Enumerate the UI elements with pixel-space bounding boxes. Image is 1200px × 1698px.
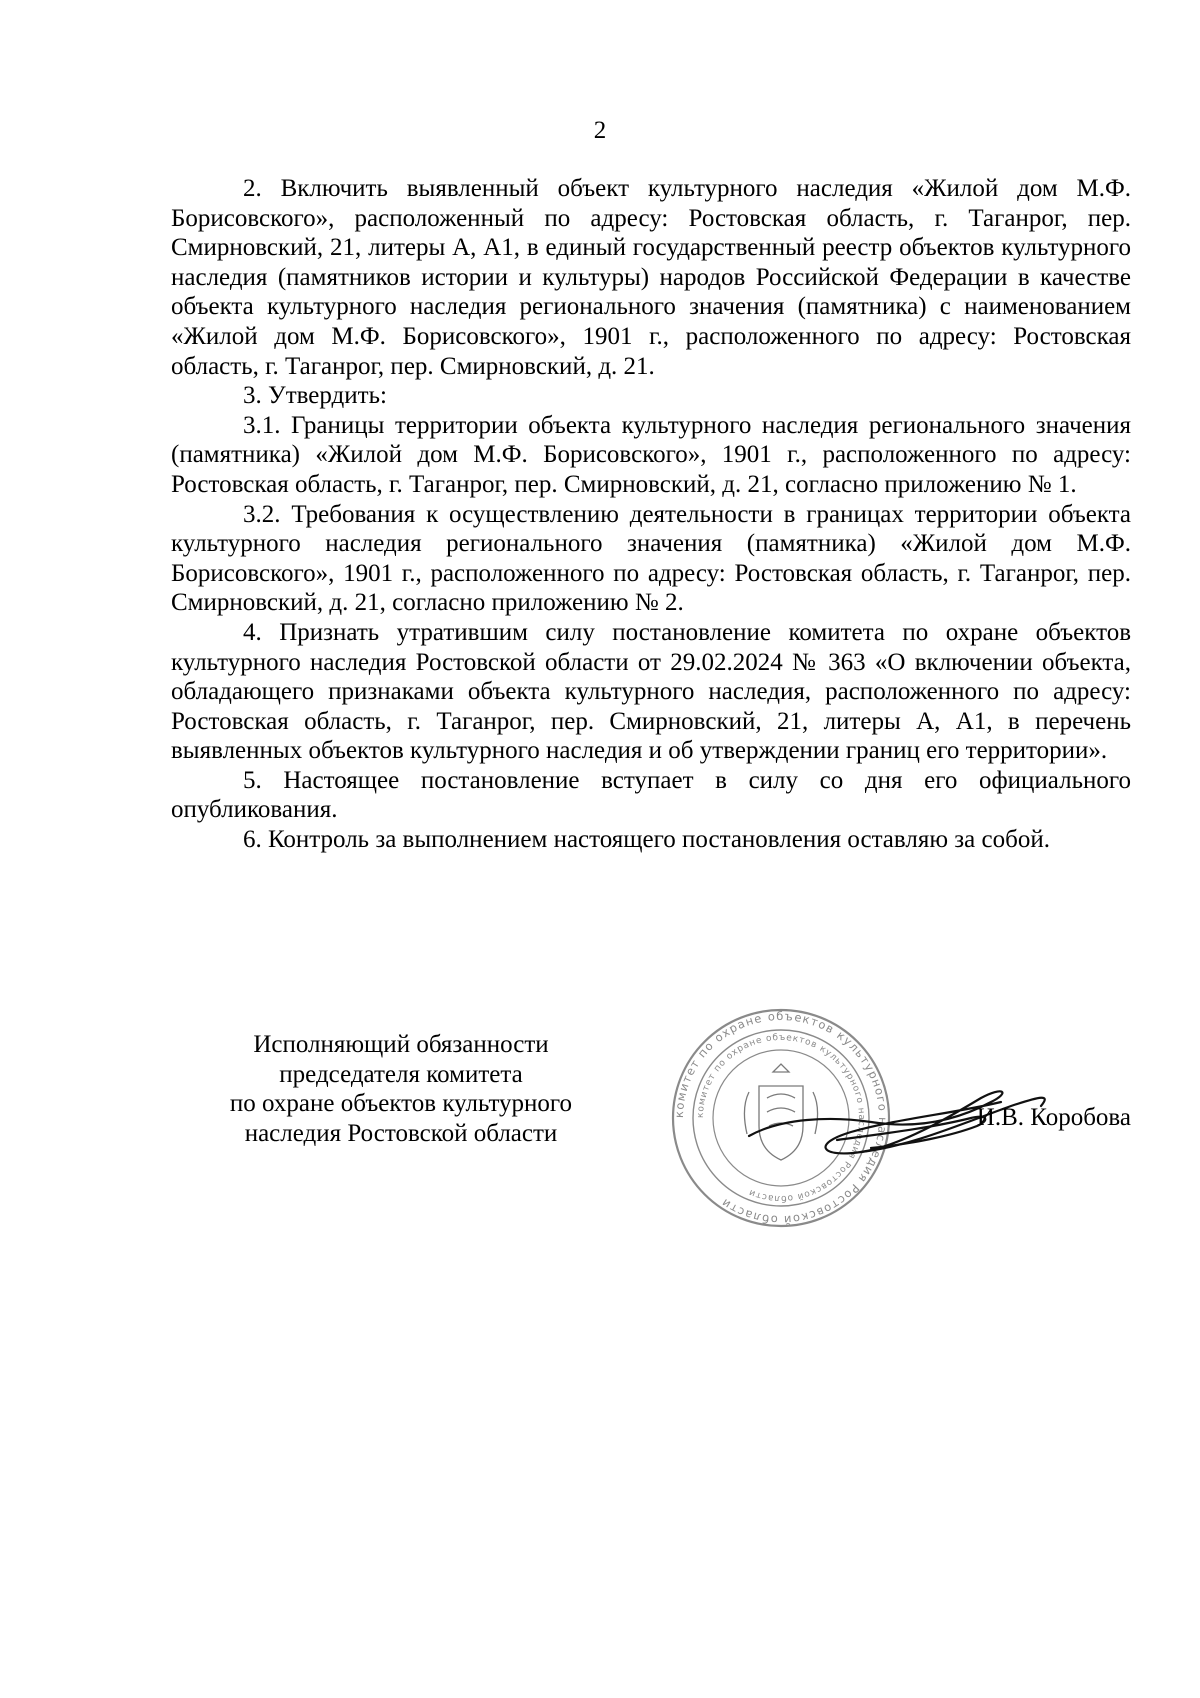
position-line: по охране объектов культурного <box>229 1090 573 1118</box>
paragraph-3-1: 3.1. Границы территории объекта культурного наследия регионального значения (памятника) «Жилой дом М.Ф. Борисовского», 1901 г., расположенного по адресу: Ростовская область, г. Таганрог, пер. Смирновский, д. 21, согласно приложению № 1. <box>171 411 1131 498</box>
document-body <box>171 174 1131 855</box>
paragraph-3: 3. Утвердить: <box>243 382 387 410</box>
signatory-name: И.В. Коробова <box>976 1104 1131 1131</box>
paragraph-3-2: 3.2. Требования к осуществлению деятельности в границах территории объекта культурного наследия регионального значения (памятника) «Жилой дом М.Ф. Борисовского», 1901 г., расположенного по адресу: Ростовская область, г. Таганрог, пер. Смирновский, д. 21, согласно приложению № 2. <box>171 500 1131 617</box>
position-line: наследия Ростовской области <box>244 1119 558 1147</box>
seal-outer-text: комитет по охране объектов культурного наследия Ростовской области <box>671 1008 891 1228</box>
paragraph-4: 4. Признать утратившим силу постановление комитета по охране объектов культурного наследия Ростовской области от 29.02.2024 № 363 «О включении объекта, обладающего признаками объекта культурного наследия, расположенного по адресу: Ростовская область, г. Таганрог, пер. Смирновский, 21, литеры А, А1, в перечень выявленных объектов культурного наследия и об утверждении границ его территории». <box>171 618 1131 765</box>
signatory-position <box>171 1030 631 1148</box>
seal-inner-text: комитет по охране объектов культурного наследия Ростовской области <box>695 1032 867 1204</box>
page-number: 2 <box>593 117 607 144</box>
position-line: Исполняющий обязанности <box>253 1031 549 1058</box>
position-line: председателя комитета <box>279 1060 523 1088</box>
paragraph-6: 6. Контроль за выполнением настоящего постановления оставляю за собой. <box>243 826 1050 854</box>
paragraph-2: 2. Включить выявленный объект культурного наследия «Жилой дом М.Ф. Борисовского», расположенный по адресу: Ростовская область, г. Таганрог, пер. Смирновский, 21, литеры А, А1, в единый государственный реестр объектов культурного наследия (памятников истории и культуры) народов Российской Федерации в качестве объекта культурного наследия регионального значения (памятника) с наименованием «Жилой дом М.Ф. Борисовского», 1901 г., расположенного по адресу: Ростовская область, г. Таганрог, пер. Смирновский, д. 21. <box>171 175 1131 380</box>
paragraph-5: 5. Настоящее постановление вступает в силу со дня его официального опубликования. <box>171 766 1131 824</box>
signature-block <box>171 1008 1131 1260</box>
